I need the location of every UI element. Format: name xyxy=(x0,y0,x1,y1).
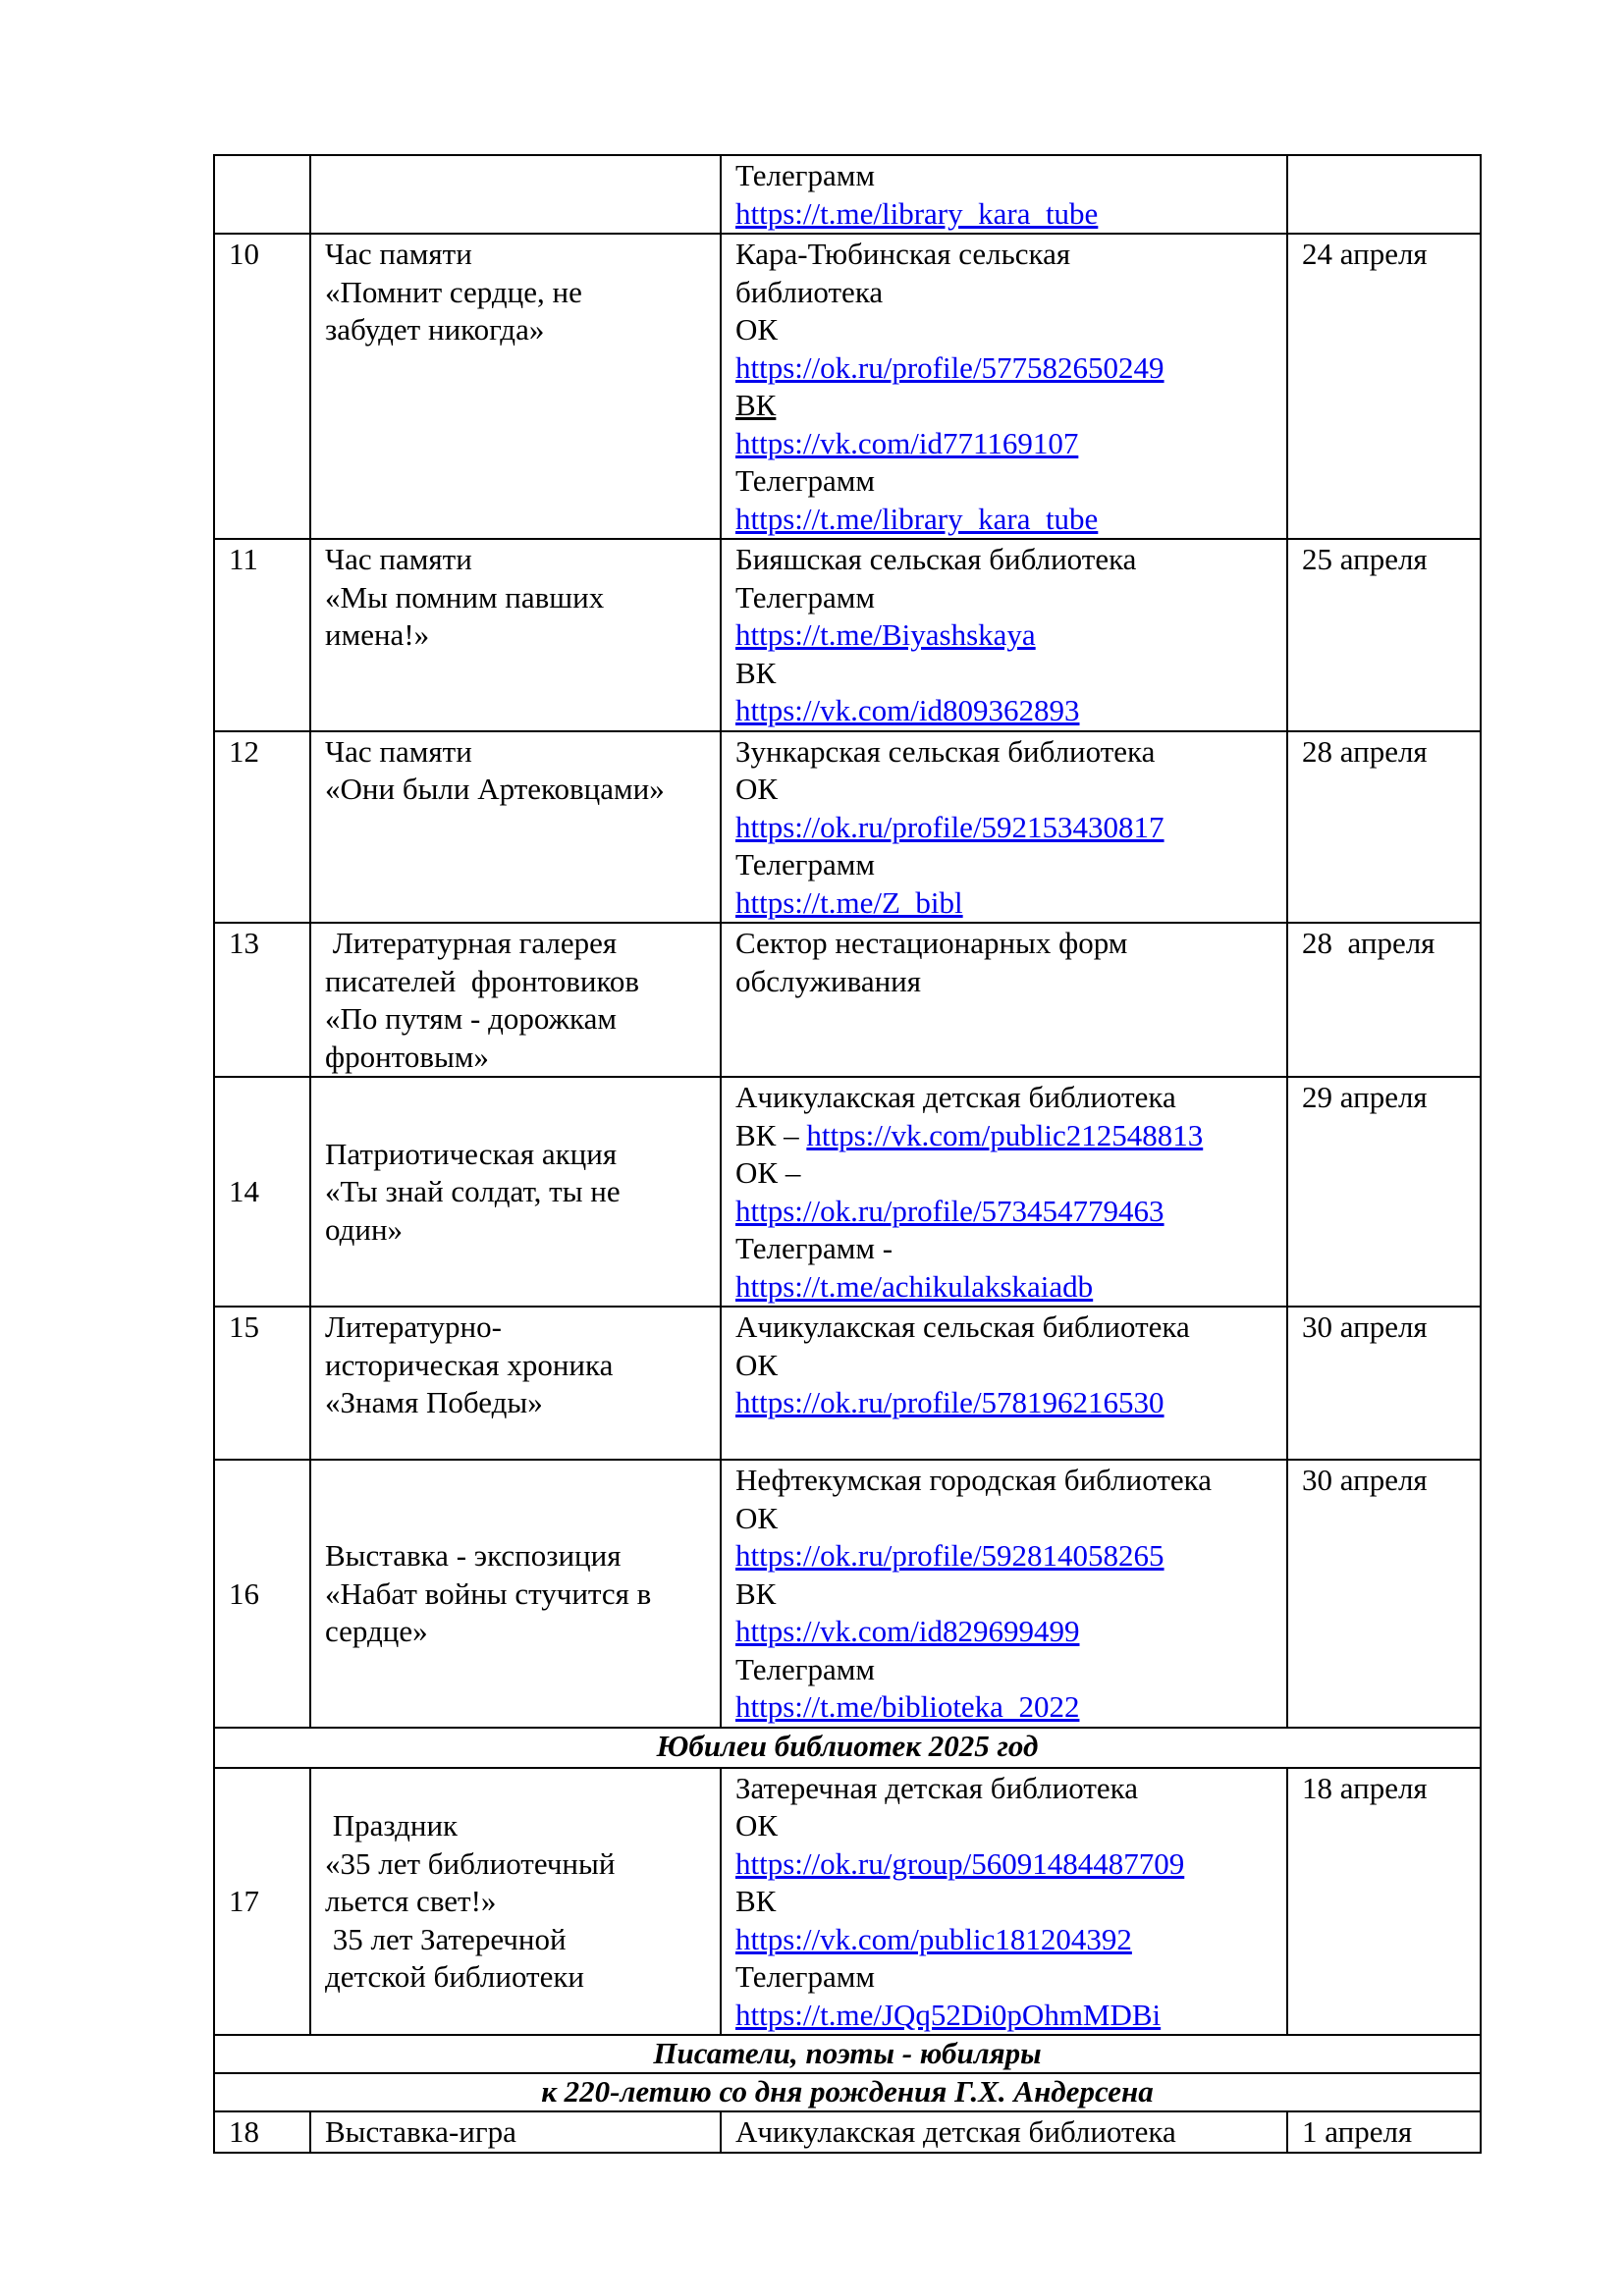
event-date: 18 апреля xyxy=(1287,1768,1481,2036)
section-title: Писатели, поэты - юбиляры xyxy=(214,2035,1481,2073)
event-title-line: Выставка-игра xyxy=(325,2114,516,2149)
event-title-cell xyxy=(310,923,721,1077)
social-link[interactable]: https://ok.ru/profile/592814058265 xyxy=(735,1538,1164,1573)
venue-link-line[interactable] xyxy=(735,1268,1280,1307)
table-row xyxy=(214,731,1481,924)
venue-cell xyxy=(721,1460,1287,1728)
event-title-cell xyxy=(310,2111,721,2153)
social-link[interactable]: https://vk.com/id771169107 xyxy=(735,425,1079,460)
row-number xyxy=(214,155,310,234)
event-title-cell xyxy=(310,234,721,539)
venue-text-line: ОК xyxy=(735,1808,779,1842)
venue-text-line: ОК xyxy=(735,1347,779,1382)
venue-text-line: Телеграмм xyxy=(735,847,875,881)
venue-cell xyxy=(721,923,1287,1077)
event-date xyxy=(1287,155,1481,234)
section-title: Юбилеи библиотек 2025 год xyxy=(214,1728,1481,1768)
event-title-line: фронтовым» xyxy=(325,1039,489,1074)
venue-link-line[interactable] xyxy=(735,1688,1280,1727)
event-title-line: один» xyxy=(325,1211,404,1247)
row-number: 16 xyxy=(214,1460,310,1728)
venue-text-line: Сектор нестационарных форм xyxy=(735,926,1128,960)
section-header-row xyxy=(214,1728,1481,1768)
venue-link-line[interactable] xyxy=(735,195,1280,234)
table-row xyxy=(214,2111,1481,2153)
row-number: 15 xyxy=(214,1307,310,1460)
venue-link-line[interactable] xyxy=(735,1845,1280,1884)
social-link[interactable]: https://ok.ru/group/56091484487709 xyxy=(735,1845,1185,1881)
event-title-cell xyxy=(310,1077,721,1307)
social-link[interactable]: https://vk.com/id809362893 xyxy=(735,693,1080,727)
table-row xyxy=(214,1768,1481,2036)
venue-link-line[interactable] xyxy=(735,1384,1280,1422)
event-title-line: Час памяти xyxy=(325,542,472,576)
row-number: 10 xyxy=(214,234,310,539)
venue-link-line[interactable] xyxy=(735,809,1280,847)
venue-cell xyxy=(721,1307,1287,1460)
social-link[interactable]: https://ok.ru/profile/578196216530 xyxy=(735,1385,1164,1419)
venue-link-line[interactable] xyxy=(735,616,1280,655)
row-number: 18 xyxy=(214,2111,310,2153)
venue-cell xyxy=(721,155,1287,234)
row-number: 11 xyxy=(214,539,310,731)
venue-text-line: библиотека xyxy=(735,274,884,309)
table-row xyxy=(214,155,1481,234)
social-link[interactable]: https://ok.ru/profile/573454779463 xyxy=(735,1193,1164,1228)
event-title-line: Литературно- xyxy=(325,1309,502,1344)
venue-text-line: Затеречная детская библиотека xyxy=(735,1770,1138,1805)
event-title-line: писателей фронтовиков xyxy=(325,963,640,998)
event-title-line: историческая хроника xyxy=(325,1347,614,1382)
venue-text-line: Ачикулакская сельская библиотека xyxy=(735,1309,1190,1344)
venue-text-line: ОК – xyxy=(735,1155,801,1190)
venue-text-line: Ачикулакская детская библиотека xyxy=(735,1080,1176,1114)
event-title-line: льется свет!» xyxy=(325,1884,497,1918)
event-date: 30 апреля xyxy=(1287,1307,1481,1460)
event-title-cell xyxy=(310,1307,721,1460)
table-row xyxy=(214,923,1481,1077)
table-row xyxy=(214,539,1481,731)
venue-text-line: ОК xyxy=(735,1500,779,1535)
social-link[interactable]: https://vk.com/id829699499 xyxy=(735,1614,1080,1648)
social-link[interactable]: https://t.me/library_kara_tube xyxy=(735,501,1099,536)
venue-link-line[interactable] xyxy=(735,1613,1280,1651)
venue-link-line[interactable] xyxy=(735,1921,1280,1959)
section-header-row xyxy=(214,2073,1481,2111)
event-title-line: 35 лет Затеречной xyxy=(325,1921,567,1956)
venue-link-line[interactable] xyxy=(735,501,1280,539)
row-number: 17 xyxy=(214,1768,310,2036)
event-title-cell xyxy=(310,539,721,731)
venue-text-line: ВК xyxy=(735,1575,777,1611)
venue-cell xyxy=(721,1077,1287,1307)
venue-text-line: ОК xyxy=(735,772,779,806)
event-title-line: «Ты знай солдат, ты не xyxy=(325,1174,621,1209)
social-link[interactable]: https://t.me/Biyashskaya xyxy=(735,617,1036,652)
event-title-line: «Помнит сердце, не xyxy=(325,274,582,309)
event-title-line: сердце» xyxy=(325,1614,428,1648)
document-page xyxy=(213,154,1480,2154)
event-title-line: «Набат войны стучится в xyxy=(325,1575,652,1611)
venue-text-line: Кара-Тюбинская сельская xyxy=(735,237,1071,271)
venue-text-line: Телеграмм xyxy=(735,463,875,498)
event-title-line: Патриотическая акция xyxy=(325,1136,618,1171)
venue-text-line: Ачикулакская детская библиотека xyxy=(735,2114,1176,2149)
venue-cell xyxy=(721,2111,1287,2153)
venue-text-line: Телеграмм xyxy=(735,1651,875,1686)
venue-text-line: ВК xyxy=(735,655,777,690)
table-row xyxy=(214,234,1481,539)
row-number: 13 xyxy=(214,923,310,1077)
event-title-line: «35 лет библиотечный xyxy=(325,1845,616,1881)
venue-text-line: Телеграмм xyxy=(735,158,875,192)
social-link[interactable]: https://t.me/Z_bibl xyxy=(735,884,963,920)
venue-cell xyxy=(721,1768,1287,2036)
event-title-cell xyxy=(310,1460,721,1728)
table-row xyxy=(214,1307,1481,1460)
venue-cell xyxy=(721,234,1287,539)
event-title-line: Час памяти xyxy=(325,237,472,271)
venue-text: ВК – xyxy=(735,1117,807,1152)
venue-link-line[interactable] xyxy=(735,1193,1280,1231)
venue-cell xyxy=(721,539,1287,731)
row-number: 12 xyxy=(214,731,310,924)
venue-text-line: Зункарская сельская библиотека xyxy=(735,733,1156,769)
venue-text-line: обслуживания xyxy=(735,963,922,998)
events-table-body xyxy=(214,155,1481,2153)
social-link[interactable]: https://t.me/JQq52Di0pOhmMDBi xyxy=(735,1997,1162,2032)
event-title-line: «Они были Артековцами» xyxy=(325,772,665,806)
event-date: 29 апреля xyxy=(1287,1077,1481,1307)
venue-text-line xyxy=(735,1117,1280,1155)
social-link[interactable]: https://vk.com/public212548813 xyxy=(806,1117,1204,1152)
venue-text-line: Бияшская сельская библиотека xyxy=(735,542,1137,576)
event-date: 1 апреля xyxy=(1287,2111,1481,2153)
event-date: 30 апреля xyxy=(1287,1460,1481,1728)
venue-text-line: ВК xyxy=(735,388,777,422)
venue-link-line[interactable] xyxy=(735,884,1280,923)
section-title: к 220-летию со дня рождения Г.Х. Андерсена xyxy=(214,2073,1481,2111)
venue-link-line[interactable] xyxy=(735,425,1280,463)
social-link[interactable]: https://ok.ru/profile/577582650249 xyxy=(735,349,1164,385)
social-link[interactable]: https://ok.ru/profile/592153430817 xyxy=(735,809,1164,844)
venue-link-line[interactable] xyxy=(735,1997,1280,2035)
event-title-cell xyxy=(310,1768,721,2036)
event-date: 28 апреля xyxy=(1287,731,1481,924)
event-title-line: Час памяти xyxy=(325,733,472,769)
event-title-line: Праздник xyxy=(325,1808,459,1842)
venue-text-line: Телеграмм xyxy=(735,579,875,614)
event-title-line: забудет никогда» xyxy=(325,312,545,347)
row-number: 14 xyxy=(214,1077,310,1307)
venue-text-line: Нефтекумская городская библиотека xyxy=(735,1463,1212,1497)
social-link[interactable]: https://t.me/library_kara_tube xyxy=(735,195,1099,231)
table-row xyxy=(214,1077,1481,1307)
event-date: 28 апреля xyxy=(1287,923,1481,1077)
event-title-line: «По путям - дорожкам xyxy=(325,1001,617,1036)
event-title-line: «Мы помним павших xyxy=(325,579,605,614)
event-title-line: Выставка - экспозиция xyxy=(325,1538,622,1573)
venue-text-line: Телеграмм xyxy=(735,1959,875,1994)
venue-link-line[interactable] xyxy=(735,692,1280,730)
venue-text-line: ОК xyxy=(735,312,779,347)
social-link[interactable]: https://vk.com/public181204392 xyxy=(735,1921,1132,1956)
events-table xyxy=(213,154,1482,2154)
event-date: 24 апреля xyxy=(1287,234,1481,539)
event-title-cell xyxy=(310,155,721,234)
venue-text-line: Телеграмм - xyxy=(735,1231,893,1265)
event-title-cell xyxy=(310,731,721,924)
social-link[interactable]: https://t.me/biblioteka_2022 xyxy=(735,1689,1080,1724)
event-date: 25 апреля xyxy=(1287,539,1481,731)
social-link[interactable]: https://t.me/achikulakskaiadb xyxy=(735,1268,1094,1304)
section-header-row xyxy=(214,2035,1481,2073)
event-title-line: «Знамя Победы» xyxy=(325,1385,543,1419)
venue-text-line: ВК xyxy=(735,1884,777,1918)
event-title-line: имена!» xyxy=(325,617,430,652)
table-row xyxy=(214,1460,1481,1728)
event-title-line: Литературная галерея xyxy=(325,926,618,960)
event-title-line: детской библиотеки xyxy=(325,1959,585,1994)
venue-cell xyxy=(721,731,1287,924)
venue-link-line[interactable] xyxy=(735,1537,1280,1575)
venue-link-line[interactable] xyxy=(735,349,1280,388)
